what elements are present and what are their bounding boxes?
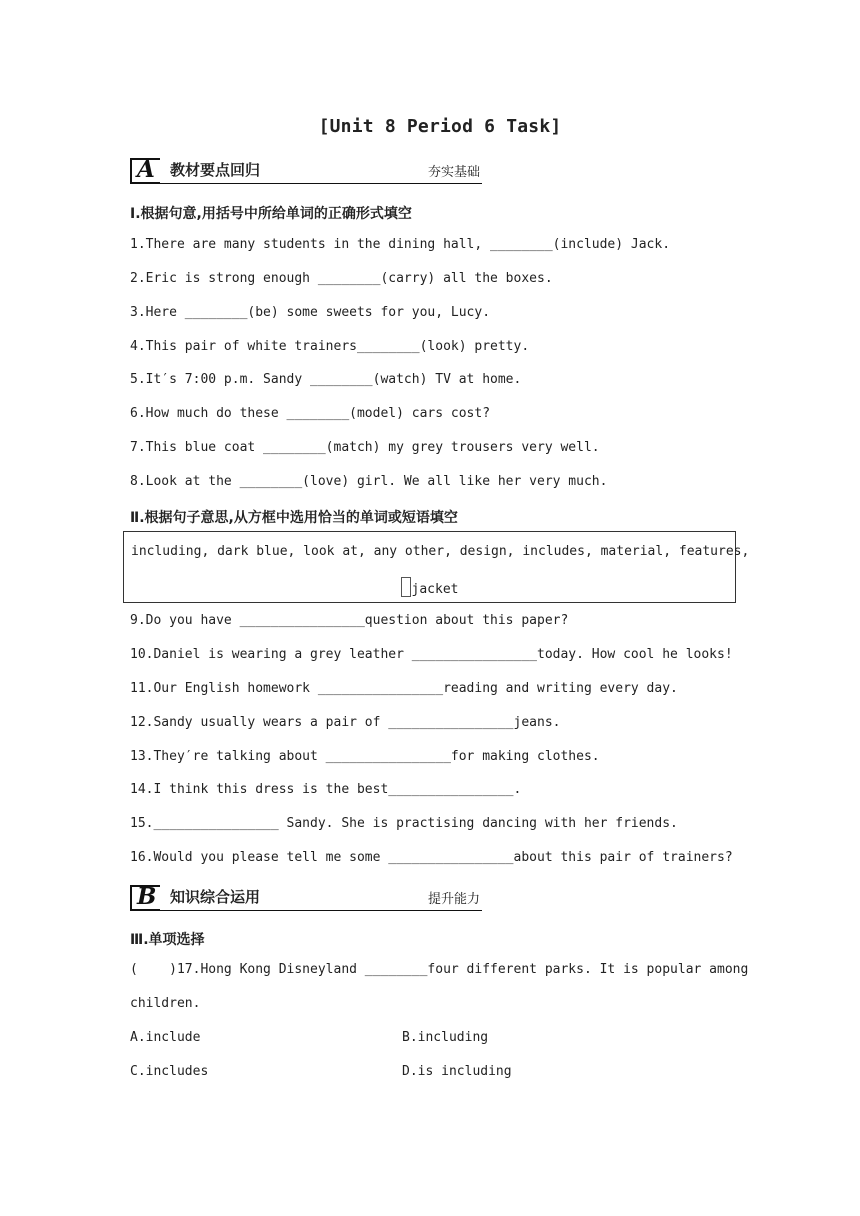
missing-glyph-icon <box>401 577 411 597</box>
part1-heading: Ⅰ.根据句意,用括号中所给单词的正确形式填空 <box>130 206 412 222</box>
part2-heading: Ⅱ.根据句子意思,从方框中选用恰当的单词或短语填空 <box>130 510 458 526</box>
section-b-name: 知识综合运用 <box>170 888 261 906</box>
word-bank-line-2-row <box>124 577 735 597</box>
page-title: [Unit 8 Period 6 Task] <box>318 116 562 137</box>
section-b-badge <box>130 885 160 911</box>
question-13: 13.They′re talking about ________________for making clothes. <box>130 749 600 764</box>
part3-heading: Ⅲ.单项选择 <box>130 932 205 948</box>
word-bank-box <box>123 531 750 603</box>
question-2: 2.Eric is strong enough ________(carry) all the boxes. <box>130 271 553 286</box>
question-17-line-1: ( )17.Hong Kong Disneyland ________four different parks. It is popular among <box>130 962 749 977</box>
section-b-rule <box>158 910 482 911</box>
word-bank-line-2: jacket <box>411 582 459 597</box>
option-d: D.is including <box>402 1064 512 1079</box>
section-b-tag: 提升能力 <box>427 892 480 907</box>
question-3: 3.Here ________(be) some sweets for you, Lucy. <box>130 305 491 320</box>
question-15: 15.________________ Sandy. She is practising dancing with her friends. <box>130 816 678 831</box>
question-7: 7.This blue coat ________(match) my grey trousers very well. <box>130 440 600 455</box>
question-8: 8.Look at the ________(love) girl. We all like her very much. <box>130 474 608 489</box>
section-a-rule <box>158 183 482 184</box>
question-4: 4.This pair of white trainers________(look) pretty. <box>130 339 530 354</box>
section-a-name: 教材要点回归 <box>170 161 261 179</box>
question-16: 16.Would you please tell me some ________________about this pair of trainers? <box>130 850 733 865</box>
question-10: 10.Daniel is wearing a grey leather ________________today. How cool he looks! <box>130 647 733 662</box>
question-9: 9.Do you have ________________question about this paper? <box>130 613 569 628</box>
question-12: 12.Sandy usually wears a pair of ________________jeans. <box>130 715 561 730</box>
section-b-letter: B <box>137 883 157 910</box>
word-bank-line-1: including, dark blue, look at, any other, design, includes, material, features, <box>131 544 750 559</box>
section-a-tag: 夯实基础 <box>427 165 480 180</box>
section-a-badge <box>130 158 160 184</box>
question-5: 5.It′s 7:00 p.m. Sandy ________(watch) TV at home. <box>130 372 522 387</box>
section-a-letter: A <box>137 156 155 183</box>
option-c: C.includes <box>130 1064 209 1079</box>
option-b: B.including <box>402 1030 489 1045</box>
question-14: 14.I think this dress is the best________________. <box>130 782 522 797</box>
section-a-banner <box>130 156 482 186</box>
section-b-banner <box>130 883 482 913</box>
question-11: 11.Our English homework ________________reading and writing every day. <box>130 681 678 696</box>
option-a: A.include <box>130 1030 201 1045</box>
question-1: 1.There are many students in the dining hall, ________(include) Jack. <box>130 237 671 252</box>
question-17-line-2: children. <box>130 996 201 1011</box>
question-6: 6.How much do these ________(model) cars cost? <box>130 406 491 421</box>
